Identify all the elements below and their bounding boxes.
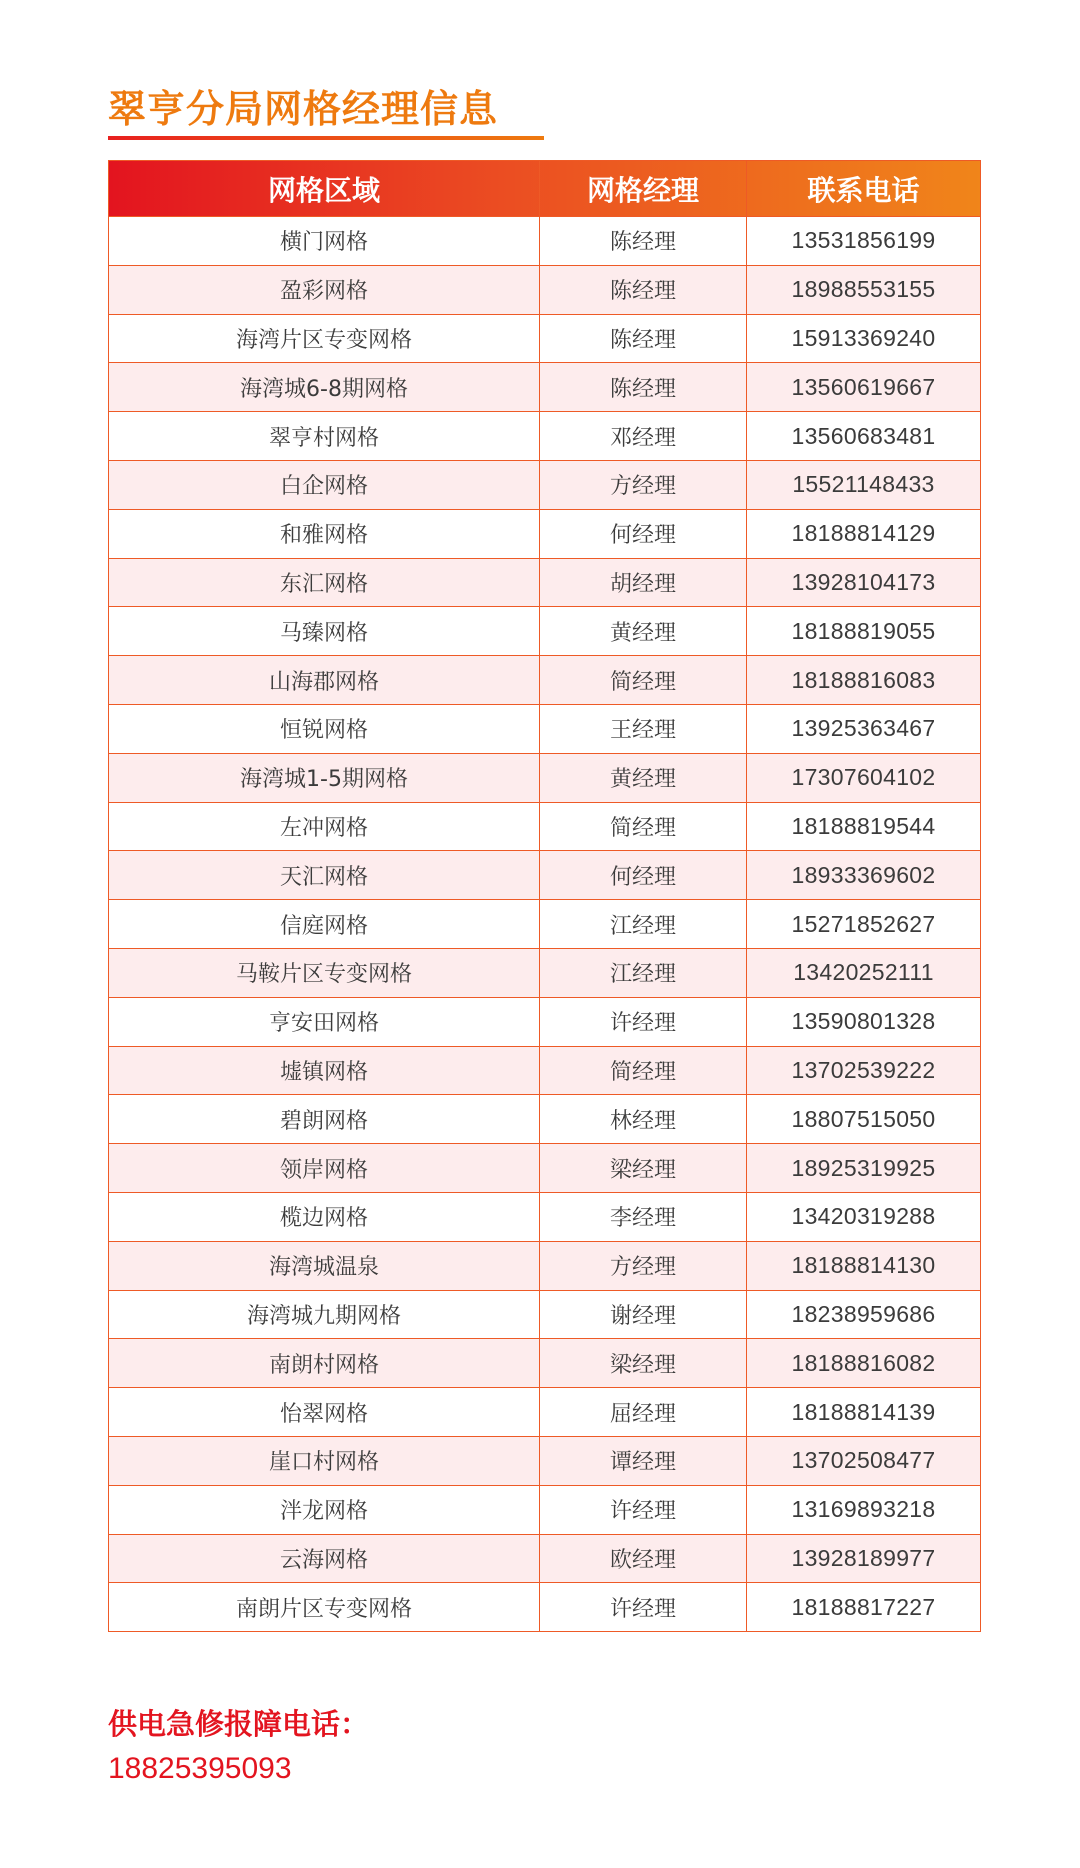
grid-area-cell: 云海网格 bbox=[109, 1534, 540, 1583]
table-row bbox=[109, 656, 981, 705]
phone-cell[interactable]: 18188816082 bbox=[747, 1339, 981, 1388]
phone-cell[interactable]: 13925363467 bbox=[747, 704, 981, 753]
table-row bbox=[109, 265, 981, 314]
phone-cell[interactable]: 17307604102 bbox=[747, 753, 981, 802]
grid-area-cell: 怡翠网格 bbox=[109, 1388, 540, 1437]
grid-area-cell: 海湾片区专变网格 bbox=[109, 314, 540, 363]
grid-area-cell: 泮龙网格 bbox=[109, 1485, 540, 1534]
phone-cell[interactable]: 13702539222 bbox=[747, 1046, 981, 1095]
title-underline bbox=[108, 136, 544, 140]
table-row bbox=[109, 1436, 981, 1485]
table-row bbox=[109, 558, 981, 607]
table-row bbox=[109, 1046, 981, 1095]
grid-area-cell: 海湾城1-5期网格 bbox=[109, 753, 540, 802]
table-body bbox=[109, 217, 981, 1632]
manager-cell: 梁经理 bbox=[540, 1144, 747, 1193]
grid-area-cell: 东汇网格 bbox=[109, 558, 540, 607]
table-row bbox=[109, 1485, 981, 1534]
grid-area-cell: 南朗村网格 bbox=[109, 1339, 540, 1388]
table-row bbox=[109, 607, 981, 656]
grid-area-cell: 白企网格 bbox=[109, 460, 540, 509]
manager-cell: 许经理 bbox=[540, 997, 747, 1046]
table-row bbox=[109, 363, 981, 412]
table-row bbox=[109, 900, 981, 949]
grid-area-cell: 马臻网格 bbox=[109, 607, 540, 656]
table-row bbox=[109, 997, 981, 1046]
phone-cell[interactable]: 13420319288 bbox=[747, 1192, 981, 1241]
manager-cell: 欧经理 bbox=[540, 1534, 747, 1583]
manager-cell: 胡经理 bbox=[540, 558, 747, 607]
grid-area-cell: 海湾城九期网格 bbox=[109, 1290, 540, 1339]
manager-cell: 陈经理 bbox=[540, 363, 747, 412]
phone-cell[interactable]: 18188819055 bbox=[747, 607, 981, 656]
manager-cell: 林经理 bbox=[540, 1095, 747, 1144]
phone-cell[interactable]: 13928104173 bbox=[747, 558, 981, 607]
header-grid-area: 网格区域 bbox=[109, 161, 540, 217]
grid-area-cell: 榄边网格 bbox=[109, 1192, 540, 1241]
grid-area-cell: 南朗片区专变网格 bbox=[109, 1583, 540, 1632]
phone-cell[interactable]: 13928189977 bbox=[747, 1534, 981, 1583]
manager-cell: 简经理 bbox=[540, 1046, 747, 1095]
manager-cell: 黄经理 bbox=[540, 607, 747, 656]
table-header-row bbox=[109, 161, 981, 217]
phone-cell[interactable]: 18188817227 bbox=[747, 1583, 981, 1632]
phone-cell[interactable]: 18933369602 bbox=[747, 851, 981, 900]
phone-cell[interactable]: 13420252111 bbox=[747, 948, 981, 997]
table-row bbox=[109, 412, 981, 461]
table-row bbox=[109, 1192, 981, 1241]
grid-area-cell: 领岸网格 bbox=[109, 1144, 540, 1193]
phone-cell[interactable]: 13560683481 bbox=[747, 412, 981, 461]
manager-cell: 谢经理 bbox=[540, 1290, 747, 1339]
manager-cell: 江经理 bbox=[540, 948, 747, 997]
manager-cell: 黄经理 bbox=[540, 753, 747, 802]
manager-cell: 方经理 bbox=[540, 1241, 747, 1290]
table-row bbox=[109, 1144, 981, 1193]
manager-cell: 陈经理 bbox=[540, 314, 747, 363]
grid-area-cell: 天汇网格 bbox=[109, 851, 540, 900]
table-row bbox=[109, 314, 981, 363]
table-row bbox=[109, 802, 981, 851]
grid-area-cell: 亨安田网格 bbox=[109, 997, 540, 1046]
table-row bbox=[109, 217, 981, 266]
hotline-label: 供电急修报障电话： bbox=[108, 1707, 370, 1741]
phone-cell[interactable]: 18807515050 bbox=[747, 1095, 981, 1144]
table-row bbox=[109, 1388, 981, 1437]
manager-cell: 邓经理 bbox=[540, 412, 747, 461]
header-grid-manager: 网格经理 bbox=[540, 161, 747, 217]
grid-area-cell: 和雅网格 bbox=[109, 509, 540, 558]
hotline-number[interactable]: 18825395093 bbox=[108, 1752, 292, 1785]
header-phone: 联系电话 bbox=[747, 161, 981, 217]
grid-manager-table bbox=[108, 160, 981, 1632]
table-row bbox=[109, 1241, 981, 1290]
manager-cell: 江经理 bbox=[540, 900, 747, 949]
grid-area-cell: 信庭网格 bbox=[109, 900, 540, 949]
grid-area-cell: 山海郡网格 bbox=[109, 656, 540, 705]
grid-area-cell: 左冲网格 bbox=[109, 802, 540, 851]
phone-cell[interactable]: 18188814139 bbox=[747, 1388, 981, 1437]
manager-cell: 陈经理 bbox=[540, 265, 747, 314]
manager-cell: 何经理 bbox=[540, 509, 747, 558]
manager-cell: 谭经理 bbox=[540, 1436, 747, 1485]
table-row bbox=[109, 1339, 981, 1388]
grid-area-cell: 恒锐网格 bbox=[109, 704, 540, 753]
table-row bbox=[109, 1095, 981, 1144]
manager-cell: 李经理 bbox=[540, 1192, 747, 1241]
grid-area-cell: 墟镇网格 bbox=[109, 1046, 540, 1095]
table-row bbox=[109, 1534, 981, 1583]
phone-cell[interactable]: 15521148433 bbox=[747, 460, 981, 509]
phone-cell[interactable]: 18988553155 bbox=[747, 265, 981, 314]
grid-area-cell: 横门网格 bbox=[109, 217, 540, 266]
table-row bbox=[109, 753, 981, 802]
table-row bbox=[109, 460, 981, 509]
manager-cell: 何经理 bbox=[540, 851, 747, 900]
table-row bbox=[109, 1290, 981, 1339]
grid-area-cell: 海湾城6-8期网格 bbox=[109, 363, 540, 412]
manager-cell: 陈经理 bbox=[540, 217, 747, 266]
phone-cell[interactable]: 18188819544 bbox=[747, 802, 981, 851]
manager-cell: 简经理 bbox=[540, 656, 747, 705]
manager-cell: 屈经理 bbox=[540, 1388, 747, 1437]
table-row bbox=[109, 851, 981, 900]
grid-area-cell: 崖口村网格 bbox=[109, 1436, 540, 1485]
phone-cell[interactable]: 13702508477 bbox=[747, 1436, 981, 1485]
page-title: 翠亨分局网格经理信息 bbox=[108, 87, 499, 131]
manager-cell: 许经理 bbox=[540, 1485, 747, 1534]
phone-cell[interactable]: 18188814129 bbox=[747, 509, 981, 558]
manager-cell: 梁经理 bbox=[540, 1339, 747, 1388]
grid-area-cell: 海湾城温泉 bbox=[109, 1241, 540, 1290]
manager-cell: 方经理 bbox=[540, 460, 747, 509]
phone-cell[interactable]: 18188816083 bbox=[747, 656, 981, 705]
phone-cell[interactable]: 13590801328 bbox=[747, 997, 981, 1046]
phone-cell[interactable]: 15271852627 bbox=[747, 900, 981, 949]
phone-cell[interactable]: 18925319925 bbox=[747, 1144, 981, 1193]
manager-cell: 简经理 bbox=[540, 802, 747, 851]
phone-cell[interactable]: 13531856199 bbox=[747, 217, 981, 266]
table-row bbox=[109, 509, 981, 558]
manager-cell: 许经理 bbox=[540, 1583, 747, 1632]
phone-cell[interactable]: 18238959686 bbox=[747, 1290, 981, 1339]
grid-area-cell: 翠亨村网格 bbox=[109, 412, 540, 461]
phone-cell[interactable]: 13560619667 bbox=[747, 363, 981, 412]
phone-cell[interactable]: 18188814130 bbox=[747, 1241, 981, 1290]
grid-area-cell: 盈彩网格 bbox=[109, 265, 540, 314]
table-row bbox=[109, 948, 981, 997]
manager-cell: 王经理 bbox=[540, 704, 747, 753]
phone-cell[interactable]: 13169893218 bbox=[747, 1485, 981, 1534]
grid-area-cell: 马鞍片区专变网格 bbox=[109, 948, 540, 997]
phone-cell[interactable]: 15913369240 bbox=[747, 314, 981, 363]
grid-area-cell: 碧朗网格 bbox=[109, 1095, 540, 1144]
table-row bbox=[109, 1583, 981, 1632]
table-row bbox=[109, 704, 981, 753]
